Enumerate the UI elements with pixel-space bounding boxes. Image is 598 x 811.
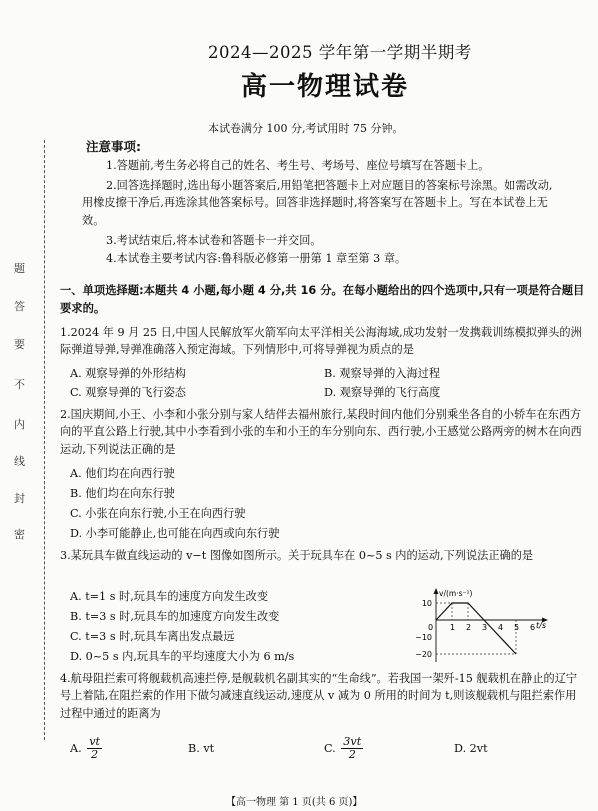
binding-margin — [0, 0, 56, 811]
notice-item: 4.本试卷主要考试内容:鲁科版必修第一册第 1 章至第 3 章。 — [106, 252, 407, 265]
q4-option-d: D. 2vt — [454, 742, 488, 755]
q1-option-a: A. 观察导弹的外形结构 — [70, 367, 186, 380]
cut-line — [44, 140, 45, 740]
exam-intro: 本试卷满分 100 分,考试用时 75 分钟。 — [208, 122, 404, 135]
option-label: A. — [70, 741, 82, 755]
notice-item: 3.考试结束后,将本试卷和答题卡一并交回。 — [106, 234, 322, 247]
q1-option-b: B. 观察导弹的入海过程 — [324, 367, 441, 380]
page-title: 高一物理试卷 — [241, 72, 410, 102]
y-tick-label: −10 — [415, 633, 432, 642]
fraction — [341, 736, 363, 762]
notice-item: 1.答题前,考生务必将自己的姓名、考生号、考场号、座位号填写在答题卡上。 — [106, 159, 490, 172]
vt-graph — [396, 586, 556, 666]
section-heading: 一、单项选择题:本题共 4 小题,每小题 4 分,共 16 分。在每小题给出的四个选项中,只有一项是符合题目要求的。 — [60, 284, 585, 316]
margin-char: 密 — [14, 528, 25, 541]
margin-char: 题 — [14, 262, 25, 275]
x-tick-label: 3 — [482, 623, 488, 632]
fraction-denominator: 2 — [91, 748, 99, 762]
q4-option-a — [70, 736, 104, 762]
x-tick-label: 2 — [466, 623, 472, 632]
fraction — [87, 736, 102, 762]
y-axis-label: v/(m·s⁻¹) — [439, 589, 473, 598]
y-tick-label: 10 — [421, 599, 432, 608]
fraction-denominator: 2 — [348, 748, 356, 762]
margin-char: 内 — [14, 418, 25, 431]
question-1-stem: 1.2024 年 9 月 25 日,中国人民解放军火箭军向太平洋相关公海海域,成功发射一发携载训练模拟弹头的洲际弹道导弹,导弹准确落入预定海域。下列情形中,可将导弹视为质点的是 — [60, 326, 582, 357]
margin-char: 线 — [14, 455, 25, 468]
q2-option-b: B. 他们均在向东行驶 — [70, 487, 175, 500]
notice-heading: 注意事项: — [86, 139, 141, 154]
fraction-numerator: 3vt — [343, 735, 362, 748]
exam-year-line: 2024—2025 学年第一学期半期考 — [208, 43, 472, 62]
q1-option-c: C. 观察导弹的飞行姿态 — [70, 386, 186, 399]
question-3-stem: 3.某玩具车做直线运动的 v−t 图像如图所示。关于玩具车在 0~5 s 内的运动,下列说法正确的是 — [60, 549, 534, 562]
x-tick-label: 4 — [498, 623, 504, 632]
x-tick-label: 6 — [530, 623, 536, 632]
q3-option-d: D. 0~5 s 内,玩具车的平均速度大小为 6 m/s — [70, 650, 295, 663]
x-tick-label: 0 — [428, 623, 434, 632]
notice-item: 2.回答选择题时,选出每小题答案后,用铅笔把答题卡上对应题目的答案标号涂黑。如需改动,用橡皮擦干净后,再选涂其他答案标号。回答非选择题时,将答案写在答题卡上。写在本试卷上无效。 — [82, 179, 553, 227]
y-axis-arrow — [434, 588, 439, 594]
q4-option-c — [324, 736, 365, 762]
q3-option-a: A. t=1 s 时,玩具车的速度方向发生改变 — [70, 590, 269, 603]
q4-option-b: B. vt — [188, 742, 215, 755]
x-axis-label: t/s — [536, 621, 546, 630]
x-tick-label: 5 — [514, 623, 520, 632]
q2-option-a: A. 他们均在向西行驶 — [70, 467, 175, 480]
q2-option-c: C. 小张在向东行驶,小王在向西行驶 — [70, 507, 246, 520]
margin-char: 要 — [14, 338, 25, 351]
question-2-stem: 2.国庆期间,小王、小李和小张分别与家人结伴去福州旅行,某段时间内他们分别乘坐各自的小轿车在东西方向的平直公路上行驶,其中小李看到小张的车和小王的车分别向东、西行驶,小王感觉公路两旁的树木在向西运动,下列说法正确的是 — [60, 408, 582, 456]
fraction-numerator: vt — [89, 735, 101, 748]
question-4-stem: 4.航母阻拦索可将舰载机高速拦停,是舰载机名副其实的“生命线”。若我国一架歼-15 舰载机在静止的辽宁号上着陆,在阻拦索的作用下做匀减速直线运动,速度从 v 减为 0 所用的时间为 t,则该舰载机与阻拦索作用过程中通过的距离为 — [60, 672, 578, 720]
velocity-series — [436, 603, 516, 654]
q1-option-d: D. 观察导弹的飞行高度 — [324, 386, 441, 399]
x-tick-label: 1 — [450, 623, 456, 632]
margin-char: 答 — [14, 300, 25, 313]
page-footer: 【高一物理 第 1 页(共 6 页)】 — [226, 797, 363, 808]
option-label: C. — [324, 741, 336, 755]
margin-char: 封 — [14, 492, 25, 505]
q3-option-b: B. t=3 s 时,玩具车的加速度方向发生改变 — [70, 610, 280, 623]
q3-option-c: C. t=3 s 时,玩具车离出发点最远 — [70, 630, 235, 643]
y-tick-label: −20 — [415, 650, 432, 659]
q2-option-d: D. 小李可能静止,也可能在向西或向东行驶 — [70, 527, 280, 540]
margin-char: 不 — [14, 378, 25, 391]
